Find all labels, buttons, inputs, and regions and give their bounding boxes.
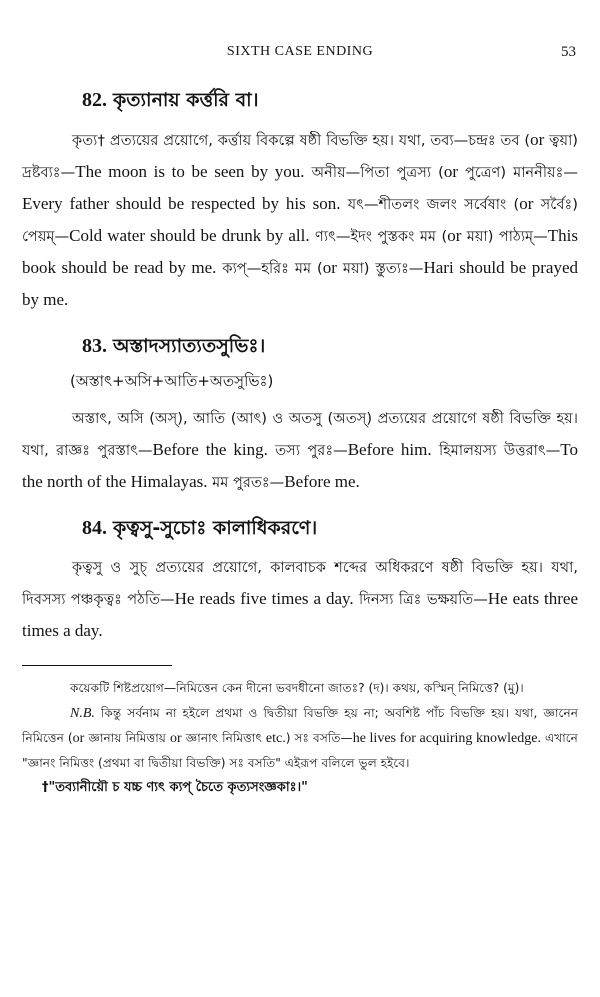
text-run: ক্যপ্—হরিঃ মম ( [216, 260, 323, 277]
page-header [22, 0, 578, 70]
text-run: ণ্যৎ—ইদং পুস্তকং মম ( [309, 228, 448, 245]
text-run: ময়া) স্তুত্যঃ— [336, 260, 424, 277]
english-run: He reads five times a day. [174, 589, 354, 608]
english-run: etc. [265, 731, 286, 746]
english-run: or [169, 731, 182, 746]
text-run: জ্ঞানাৎ নিমিত্তাৎ [181, 731, 266, 745]
sutra-text: অস্তাদস্যাত্যতসুভিঃ। [113, 335, 266, 357]
english-run: To the north of the Himalayas. [22, 440, 578, 491]
text-run: ত্বয়া) দ্রষ্টব্যঃ— [22, 132, 579, 181]
english-run: Before the king. [152, 440, 268, 459]
english-run: or [530, 130, 545, 149]
text-run: জ্ঞানায় নিমিত্তায় [84, 731, 170, 745]
sutra-82-explanation [22, 124, 578, 316]
english-run: or [322, 258, 337, 277]
english-run: This book should be read by me. [22, 226, 578, 277]
text-run: কৃত্বসু ও সুচ্ প্রত্যয়ের প্রয়োগে, কালবাচক শব্দের অধিকরণে ষষ্ঠী বিভক্তি হয়। যথা, দিবসস্য পঞ্চকৃত্বঃ পঠতি— [22, 559, 578, 608]
english-run: Before him. [347, 440, 432, 459]
english-run: or [443, 162, 458, 181]
english-run: N.B. [70, 706, 95, 721]
sutra-text: কৃত্বসু-সুচোঃ কালাধিকরণে। [113, 517, 318, 539]
footnote-divider [22, 665, 172, 666]
text-run: ময়া) পাঠ্যম্— [461, 228, 548, 245]
sutra-text: কৃত্যানায় কর্ত্তরি বা। [113, 89, 259, 111]
english-run: Before me. [284, 472, 360, 491]
text-run: হিমালয়স্য উত্তরাৎ— [431, 442, 561, 459]
english-run: or [447, 226, 462, 245]
english-run: The moon is to be seen by you. [75, 162, 305, 181]
english-run: Hari should be prayed by me. [22, 258, 578, 309]
sutra-number: 84. [82, 517, 107, 539]
sutra-82-heading [82, 86, 578, 118]
footnote-usage: কয়েকটি শিষ্টপ্রয়োগ—নিমিত্তেন কেন দীনো ভবদধীনো জাতঃ? (দ)। কথয়, কস্মিন্ নিমিত্তে? (মু)। [70, 681, 524, 695]
sutra-83-heading [82, 332, 578, 364]
text-run: যৎ—শীতলং জলং সর্বেষাং ( [340, 196, 520, 213]
sutra-number: 83. [82, 335, 107, 357]
footnote-nb [22, 701, 578, 776]
text-run: ) সঃ বসতি— [285, 731, 353, 745]
text-run: দিনস্য ত্রিঃ ভক্ষয়তি— [353, 591, 488, 608]
footnote-dagger-verse: †"তব্যানীয়ৌ চ যচ্চ ণ্যৎ ক্যপ্ চৈতে কৃত্যসংজ্ঞকাঃ।" [42, 780, 308, 795]
text-run: অস্তাৎ, অসি (অস্), আতি (আৎ) ও অতসু (অতস্) প্রত্যয়ের প্রয়োগে ষষ্ঠী বিভক্তি হয়। যথা, রাজ্ঞঃ পুরস্তাৎ— [22, 410, 578, 459]
text-run: মম পুরতঃ— [207, 474, 285, 491]
english-run: He eats three times a day. [22, 589, 578, 640]
text-run: পুত্রেণ) মাননীয়ঃ— [457, 164, 578, 181]
sutra-83-breakdown: (অস্তাৎ+অসি+আতি+অতসুভিঃ) [70, 372, 274, 390]
text-run: অনীয়—পিতা পুত্রস্য ( [304, 164, 444, 181]
english-run: he lives for acquiring knowledge. [352, 731, 541, 746]
text-run: কৃত্য† প্রত্যয়ের প্রয়োগে, কর্ত্তায় বিকল্পে ষষ্ঠী বিভক্তি হয়। যথা, তব্য—চন্দ্রঃ তব ( [72, 132, 531, 149]
text-run: সর্বৈঃ) পেয়ম্— [22, 196, 578, 245]
text-run: কিন্তু সর্বনাম না হইলে প্রথমা ও দ্বিতীয়া বিভক্তি হয় না; অবশিষ্ট পাঁচ বিভক্তি হয়। যথা, জ্ঞানেন নিমিত্তেন ( [22, 706, 578, 745]
sutra-number: 82. [82, 89, 107, 111]
text-run: তস্য পুরঃ— [267, 442, 348, 459]
text-run: এখানে "জ্ঞানং নিমিত্তং (প্রথমা বা দ্বিতীয়া বিভক্তি) সঃ বসতি" এইরূপ বলিলে ভুল হইবে। [22, 731, 578, 770]
english-run: or [519, 194, 534, 213]
sutra-83-explanation [22, 403, 578, 498]
sutra-84-explanation [22, 552, 578, 647]
english-run: Every father should be respected by his son. [22, 194, 341, 213]
english-run: or [72, 731, 85, 746]
sutra-84-heading [82, 514, 578, 546]
running-title: SIXTH CASE ENDING [226, 44, 374, 59]
page-number: 53 [561, 44, 576, 60]
english-run: Cold water should be drunk by all. [69, 226, 310, 245]
